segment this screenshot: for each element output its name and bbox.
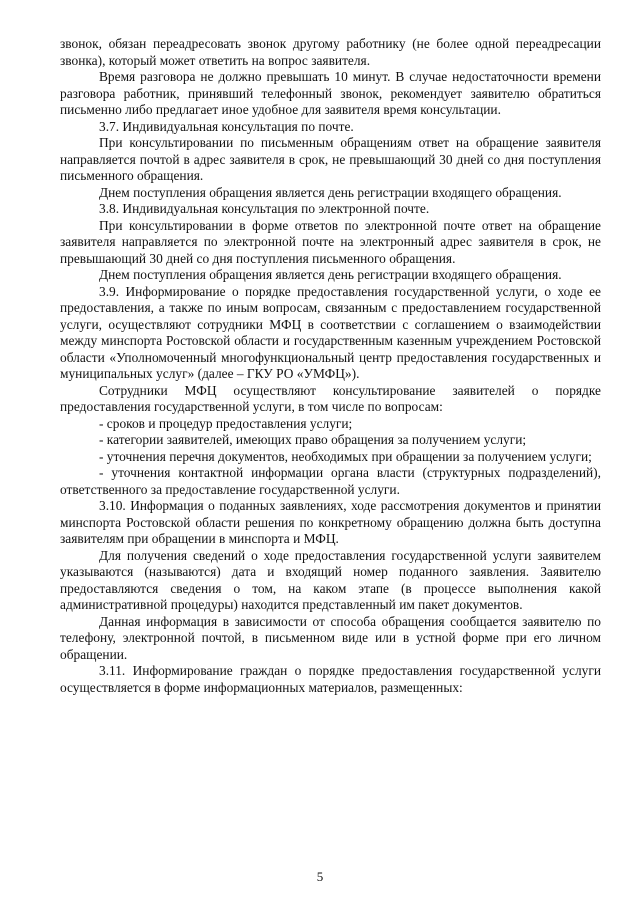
paragraph-3: При консультировании по письменным обращениям ответ на обращение заявителя направляется почтой в адрес заявителя в срок, не превышающий 30 дней со дня поступления письменного обращения. xyxy=(60,135,601,183)
paragraph-6: Днем поступления обращения является день регистрации входящего обращения. xyxy=(99,267,562,282)
paragraph-4: Днем поступления обращения является день регистрации входящего обращения. xyxy=(99,184,562,200)
section-3-11: 3.11. Информирование граждан о порядке предоставления государственной услуги осуществляется в форме информационных материалов, размещенных: xyxy=(60,663,601,695)
paragraph-7: Сотрудники МФЦ осуществляют консультирование заявителей о порядке предоставления государственной услуги, в том числе по вопросам: xyxy=(60,382,601,414)
paragraph-2: Время разговора не должно превышать 10 минут. В случае недостаточности времени разговора работник, принявший телефонный звонок, рекомендует заявителю обратиться письменно либо предлагает иное удобное для заявителя время консультации. xyxy=(60,69,601,117)
list-item: - уточнения перечня документов, необходимых при обращении за получением услуги; xyxy=(99,448,592,464)
section-3-10: 3.10. Информация о поданных заявлениях, ходе рассмотрения документов и принятии минспорта Ростовской области решения по конкретному обращению должна быть доступна заявителям при обращении в минспорта и МФЦ. xyxy=(60,498,601,546)
paragraph-9: Данная информация в зависимости от способа обращения сообщается заявителю по телефону, электронной почтой, в письменном виде или в устной форме при его личном обращении. xyxy=(60,613,601,662)
section-heading-3-8: 3.8. Индивидуальная консультация по электронной почте. xyxy=(99,201,430,216)
list-item: - сроков и процедур предоставления услуги; xyxy=(99,415,353,431)
paragraph-8: Для получения сведений о ходе предоставления государственной услуги заявителем указываются (называются) дата и входящий номер поданного заявления. Заявителю предоставляются сведения о том, на каком этапе (в процессе выполнения какой административной процедуры) находится представленный им пакет документов. xyxy=(60,547,601,612)
page-number: 5 xyxy=(316,869,324,884)
list-item: - уточнения контактной информации органа власти (структурных подразделений), ответственного за предоставление государственной услуги. xyxy=(60,465,601,497)
paragraph-1: звонок, обязан переадресовать звонок другому работнику (не более одной переадресации звонка), который может ответить на вопрос заявителя. xyxy=(60,36,601,68)
section-heading-3-7: 3.7. Индивидуальная консультация по почте. xyxy=(99,118,354,134)
document-body xyxy=(60,36,601,696)
list-item: - категории заявителей, имеющих право обращения за получением услуги; xyxy=(99,432,527,447)
section-3-9: 3.9. Информирование о порядке предоставления государственной услуги, о ходе ее предоставления, а также по иным вопросам, связанным с предоставлением государственной услуги, осуществляют сотрудники МФЦ в соответствии с соглашением о взаимодействии между минспорта Ростовской области и государственным казенным учреждением Ростовской области «Уполномоченный многофункциональный центр предоставления государственных и муниципальных услуг» (далее – ГКУ РО «УМФЦ»). xyxy=(60,283,601,381)
paragraph-5: При консультировании в форме ответов по электронной почте ответ на обращение заявителя направляется по электронной почте на электронный адрес заявителя в срок, не превышающий 30 дней со дня поступления письменного обращения. xyxy=(60,217,601,266)
